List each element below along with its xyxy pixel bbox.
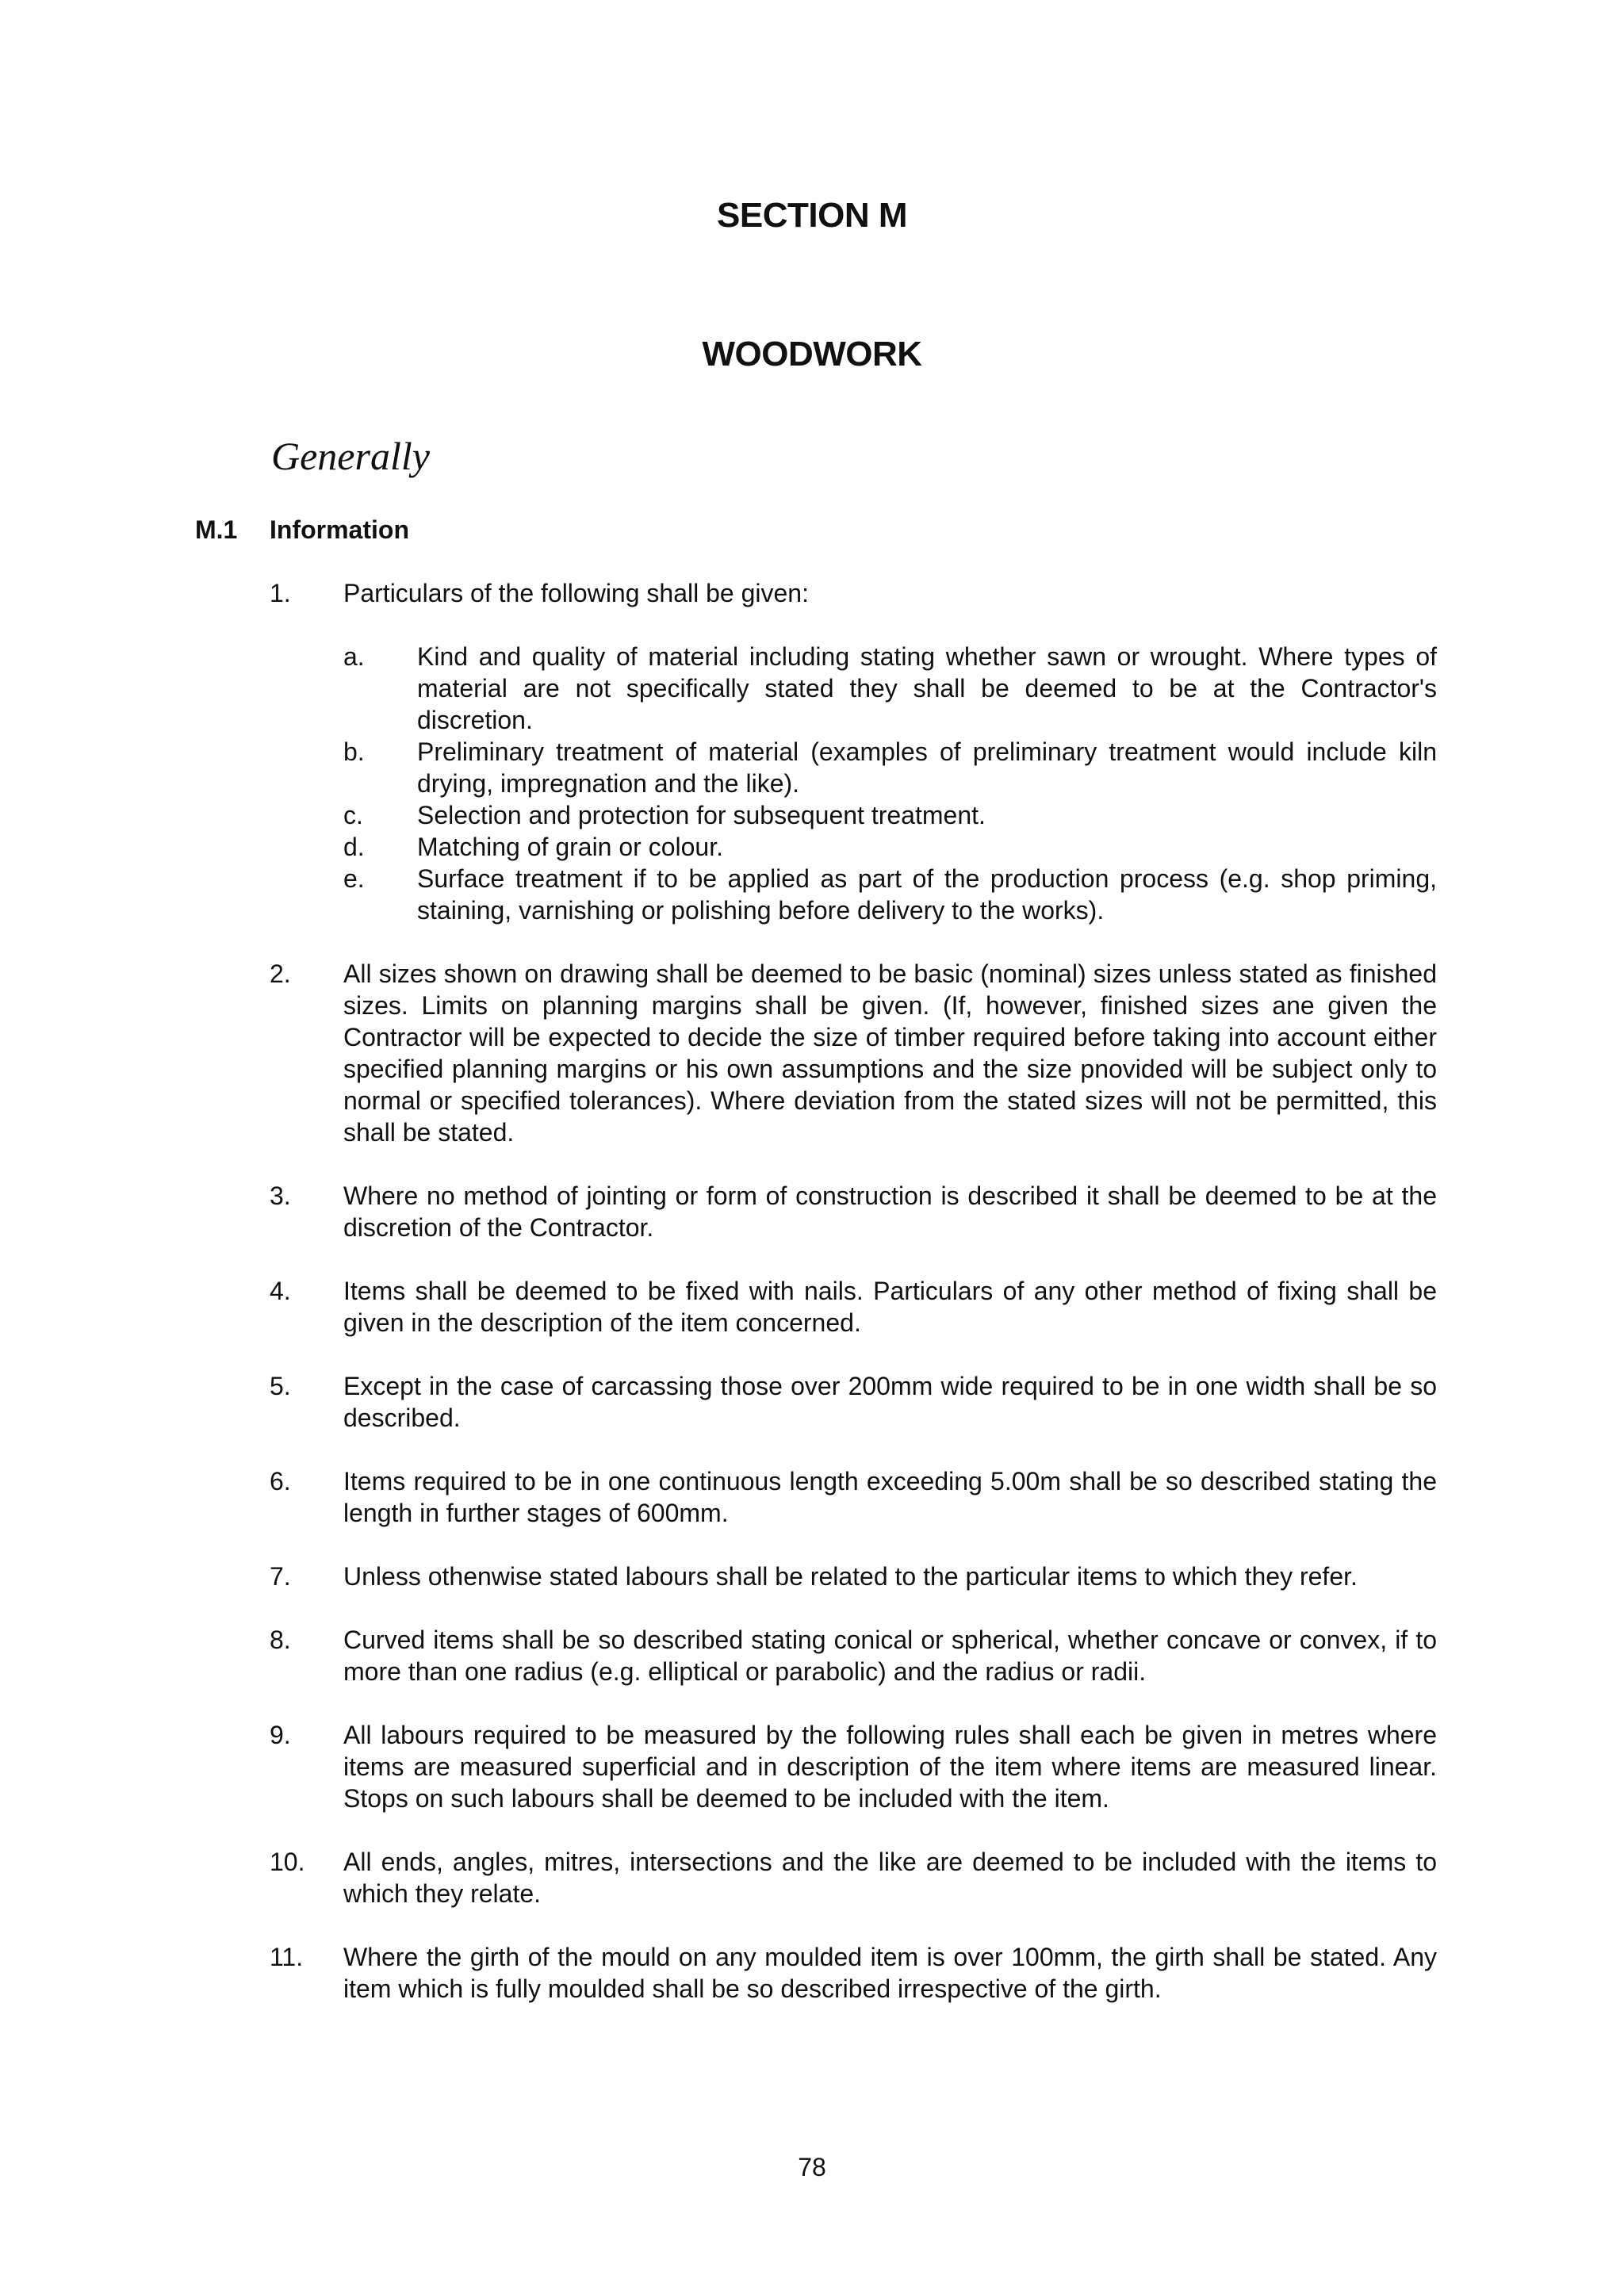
item-number: 9. [270, 1721, 291, 1749]
list-item-2 [270, 958, 1437, 1148]
sub-item-c [343, 799, 1437, 831]
sub-item-text: Kind and quality of material including stating whether sawn or wrought. Where types of material are not specifically stated they shall be deemed to be at the Contractor's discretion. [417, 642, 1437, 734]
item-number: 8. [270, 1626, 291, 1654]
item-text: Curved items shall be so described stating conical or spherical, whether concave or convex, if to more than one radius (e.g. elliptical or parabolic) and the radius or radii. [343, 1626, 1437, 1686]
item-number: 10. [270, 1848, 305, 1876]
sub-item-text: Preliminary treatment of material (examples of preliminary treatment would include kiln drying, impregnation and the like). [417, 737, 1437, 798]
subheading-generally: Generally [271, 434, 430, 478]
item-number: 6. [270, 1467, 291, 1496]
information-list [270, 577, 1437, 2036]
item-text: Where no method of jointing or form of construction is described it shall be deemed to be at the discretion of the Contractor. [343, 1181, 1437, 1242]
subject-title: WOODWORK [702, 335, 922, 373]
sub-item-letter: b. [343, 737, 365, 766]
sub-item-text: Surface treatment if to be applied as part of the production process (e.g. shop priming, staining, varnishing or polishing before delivery to the works). [417, 864, 1437, 925]
list-item-9 [270, 1719, 1437, 1814]
item-number: 11. [270, 1943, 304, 1971]
item-text: Particulars of the following shall be given: [343, 579, 809, 607]
list-item-10 [270, 1846, 1437, 1909]
sub-item-text: Matching of grain or colour. [417, 833, 723, 861]
sub-item-a [343, 641, 1437, 736]
item-text: Unless othenwise stated labours shall be related to the particular items to which they refer. [343, 1562, 1358, 1591]
item-text: Where the girth of the mould on any moulded item is over 100mm, the girth shall be stated. Any item which is fully moulded shall be so described irrespective of the girth. [343, 1943, 1437, 2003]
item-text: All labours required to be measured by the following rules shall each be given in metres where items are measured superficial and in description of the item where items are measured linear. Stops on such labours shall be deemed to be included with the item. [343, 1721, 1437, 1813]
sub-item-letter: c. [343, 801, 363, 829]
item-number: 4. [270, 1277, 291, 1305]
sub-item-d [343, 831, 1437, 863]
item-text: Except in the case of carcassing those over 200mm wide required to be in one width shall be so described. [343, 1372, 1437, 1432]
item-text: All sizes shown on drawing shall be deemed to be basic (nominal) sizes unless stated as finished sizes. Limits on planning margins shall be given. (If, however, finished sizes ane given the Contractor will be expected to decide the size of timber required before taking into account either specified planning margins or his own assumptions and the size pnovided will be subject only to normal or specified tolerances). Where deviation from the stated sizes will not be permitted, this shall be stated. [343, 959, 1437, 1147]
sub-item-letter: a. [343, 642, 365, 671]
particulars-sublist [343, 641, 1437, 926]
item-text: Items required to be in one continuous length exceeding 5.00m shall be so described stating the length in further stages of 600mm. [343, 1467, 1437, 1527]
sub-item-e [343, 863, 1437, 926]
clause-title: Information [270, 515, 409, 544]
item-number: 5. [270, 1372, 291, 1400]
clause-number: M.1 [195, 515, 238, 544]
sub-item-letter: e. [343, 864, 365, 893]
list-item-1 [270, 577, 1437, 926]
list-item-3 [270, 1180, 1437, 1243]
item-number: 3. [270, 1181, 291, 1210]
list-item-6 [270, 1465, 1437, 1529]
list-item-5 [270, 1370, 1437, 1434]
item-text: All ends, angles, mitres, intersections and the like are deemed to be included with the items to which they relate. [343, 1848, 1437, 1908]
item-number: 2. [270, 959, 291, 988]
sub-item-letter: d. [343, 833, 365, 861]
list-item-4 [270, 1275, 1437, 1338]
sub-item-text: Selection and protection for subsequent treatment. [417, 801, 986, 829]
sub-item-b [343, 736, 1437, 799]
list-item-7 [270, 1561, 1437, 1592]
item-number: 1. [270, 579, 291, 607]
item-text: Items shall be deemed to be fixed with nails. Particulars of any other method of fixing shall be given in the description of the item concerned. [343, 1277, 1437, 1337]
item-number: 7. [270, 1562, 291, 1591]
item-content [343, 577, 1437, 926]
page-number: 78 [798, 2153, 826, 2181]
list-item-8 [270, 1624, 1437, 1687]
section-title: SECTION M [717, 196, 907, 235]
list-item-11 [270, 1941, 1437, 2005]
